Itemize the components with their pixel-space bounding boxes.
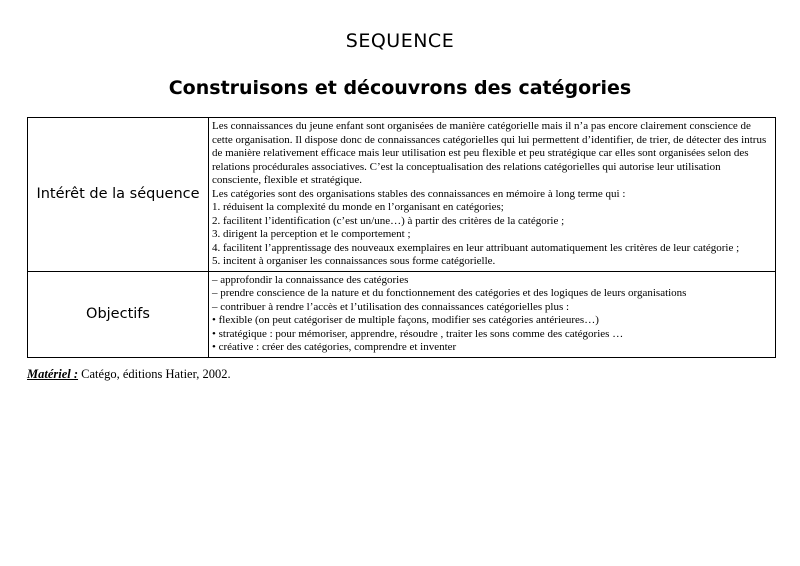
cell-line: 1. réduisent la complexité du monde en l’organisant en catégories; (212, 201, 504, 213)
cell-line: – prendre conscience de la nature et du fonctionnement des catégories et des logiques de leurs organisations (212, 287, 687, 299)
cell-line: 2. facilitent l’identification (c’est un/une…) à partir des critères de la catégorie ; (212, 214, 565, 227)
document-title: SEQUENCE (345, 30, 455, 52)
table-row-interet (28, 118, 776, 272)
cell-line: 5. incitent à organiser les connaissances sous forme catégorielle. (212, 255, 496, 267)
cell-line: Les catégories sont des organisations stables des connaissances en mémoire à long terme qui : (212, 187, 626, 200)
row-content-interet-de-la-sequence (209, 118, 776, 272)
document-subtitle: Construisons et découvrons des catégories (168, 77, 632, 99)
sequence-table (27, 117, 776, 358)
cell-line: • stratégique : pour mémoriser, apprendre, résoudre , traiter les sons comme des catégories … (212, 327, 624, 340)
cell-line: – approfondir la connaissance des catégories (212, 273, 409, 286)
cell-line: • flexible (on peut catégoriser de multiple façons, modifier ses catégories antérieures…) (212, 314, 599, 326)
row-label-objectifs: Objectifs (28, 271, 209, 357)
row-label-interet-de-la-sequence: Intérêt de la séquence (28, 118, 209, 272)
cell-line: • créative : créer des catégories, comprendre et inventer (212, 341, 457, 353)
materiel-label: Matériel : (27, 367, 79, 381)
cell-line: Les connaissances du jeune enfant sont organisées de manière catégorielle mais il n’a pas encore clairement conscience de cette organisation. Il dispose donc de connaissances catégorielles qui lui permettent d’identifier, de trier, de détecter des intrus de manière relativement efficace mais leur utilisation est peu flexible et peu stratégique car elles sont organisées selon des relations procédurales associatives. C’est la conceptualisation des relations catégorielles qui autorise leur utilisation consciente, flexible et stratégique. (212, 120, 767, 186)
table-row-objectifs (28, 271, 776, 357)
materiel-value: Catégo, éditions Hatier, 2002. (78, 367, 231, 381)
cell-line: 4. facilitent l’apprentissage des nouveaux exemplaires en leur attribuant automatiquement les critères de leur catégorie ; (212, 241, 740, 254)
cell-line: – contribuer à rendre l’accès et l’utilisation des connaissances catégorielles plus : (212, 300, 570, 313)
row-content-objectifs (209, 271, 776, 357)
materiel-note (27, 367, 231, 382)
cell-line: 3. dirigent la perception et le comportement ; (212, 228, 411, 240)
